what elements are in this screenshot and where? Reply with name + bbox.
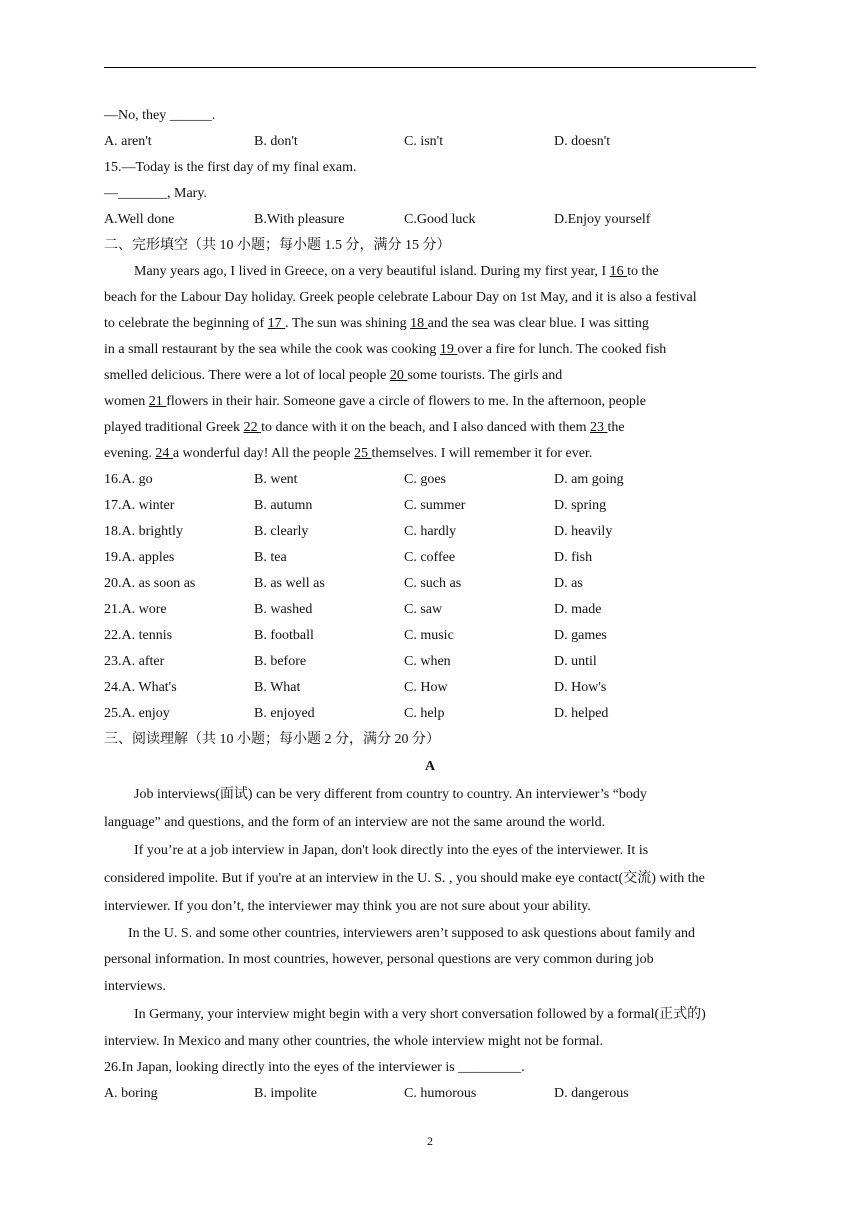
para1-line-1: Job interviews(面试) can be very different from country to country. An interviewer’s “body	[134, 787, 647, 802]
q15-stem: 15.—Today is the first day of my final exam.	[104, 160, 357, 175]
q14-reply: —No, they ______.	[104, 108, 216, 123]
option-c: C. isn't	[404, 134, 444, 149]
blank-24: 24	[155, 446, 173, 461]
section3-heading: 三、阅读理解（共 10 小题；每小题 2 分，满分 20 分）	[104, 732, 440, 747]
q14-options	[104, 129, 756, 155]
passage-line-7: played traditional Greek 22 to dance with it on the beach, and I also danced with them 23 the	[104, 420, 625, 435]
para4-line-2: interview. In Mexico and many other countries, the whole interview might not be formal.	[104, 1034, 604, 1049]
blank-16: 16	[609, 264, 628, 279]
option-d: D. doesn't	[554, 134, 611, 149]
q19-options: 19.A. apples B. tea C. coffee D. fish	[104, 550, 593, 565]
option-b: B. don't	[254, 134, 298, 149]
q15-options	[104, 207, 756, 233]
q17-options: 17.A. winter B. autumn C. summer D. spring	[104, 498, 607, 513]
passage-line-3: to celebrate the beginning of 17 . The sun was shining 18 and the sea was clear blue. I was sitting	[104, 316, 649, 331]
option-d: D. dangerous	[554, 1086, 629, 1101]
para3-line-1: In the U. S. and some other countries, interviewers aren’t supposed to ask questions about family and	[128, 926, 696, 941]
blank-20: 20	[389, 368, 408, 383]
section2-heading: 二、完形填空（共 10 小题；每小题 1.5 分，满分 15 分）	[104, 238, 451, 253]
option-c: C.Good luck	[404, 212, 476, 227]
blank-22: 22	[243, 420, 262, 435]
option-a: A. aren't	[104, 134, 152, 149]
passage-line-6: women 21 flowers in their hair. Someone gave a circle of flowers to me. In the afternoon, people	[104, 394, 646, 409]
blank-17: 17	[267, 316, 286, 331]
option-d: D.Enjoy yourself	[554, 212, 651, 227]
option-c: C. humorous	[404, 1086, 477, 1101]
q25-options: 25.A. enjoy B. enjoyed C. help D. helped	[104, 706, 609, 721]
q24-options: 24.A. What's B. What C. How D. How's	[104, 680, 607, 695]
q21-options: 21.A. wore B. washed C. saw D. made	[104, 602, 602, 617]
para3-line-2: personal information. In most countries, however, personal questions are very common during job	[104, 952, 654, 967]
blank-21: 21	[148, 394, 167, 409]
para2-line-2: considered impolite. But if you're at an interview in the U. S. , you should make eye contact(交流) with the	[104, 871, 705, 886]
part-label: A	[424, 759, 436, 774]
q26-options	[104, 1081, 756, 1107]
option-a: A.Well done	[104, 212, 175, 227]
para2-line-3: interviewer. If you don’t, the interviewer may think you are not sure about your ability.	[104, 899, 591, 914]
blank-25: 25	[354, 446, 372, 461]
document-body	[104, 103, 756, 1107]
passage-line-2: beach for the Labour Day holiday. Greek people celebrate Labour Day on 1st May, and it is also a festival	[104, 290, 697, 305]
passage-line-5: smelled delicious. There were a lot of local people 20 some tourists. The girls and	[104, 368, 563, 383]
option-b: B. impolite	[254, 1086, 317, 1101]
para1-line-2: language” and questions, and the form of an interview are not the same around the world.	[104, 815, 606, 830]
blank-18: 18	[410, 316, 428, 331]
blank-23: 23	[589, 420, 608, 435]
q16-options: 16.A. go B. went C. goes D. am going	[104, 472, 624, 487]
q15-reply: —_______, Mary.	[104, 186, 207, 201]
para2-line-1: If you’re at a job interview in Japan, don't look directly into the eyes of the interviewer. It is	[134, 843, 649, 858]
blank-19: 19	[439, 342, 458, 357]
q23-options: 23.A. after B. before C. when D. until	[104, 654, 597, 669]
q22-options: 22.A. tennis B. football C. music D. games	[104, 628, 607, 643]
header-rule	[104, 67, 756, 68]
option-b: B.With pleasure	[254, 212, 345, 227]
para3-line-3: interviews.	[104, 979, 166, 994]
page-number: 2	[427, 1134, 433, 1148]
option-a: A. boring	[104, 1086, 158, 1101]
passage-line-1: Many years ago, I lived in Greece, on a very beautiful island. During my first year, I 16 to the	[134, 264, 659, 279]
q20-options: 20.A. as soon as B. as well as C. such as D. as	[104, 576, 583, 591]
para4-line-1: In Germany, your interview might begin with a very short conversation followed by a formal(正式的)	[134, 1007, 706, 1022]
passage-line-4: in a small restaurant by the sea while the cook was cooking 19 over a fire for lunch. The cooked fish	[104, 342, 667, 357]
q18-options: 18.A. brightly B. clearly C. hardly D. heavily	[104, 524, 613, 539]
q26-stem: 26.In Japan, looking directly into the eyes of the interviewer is _________.	[104, 1060, 525, 1075]
passage-line-8: evening. 24 a wonderful day! All the people 25 themselves. I will remember it for ever.	[104, 446, 593, 461]
